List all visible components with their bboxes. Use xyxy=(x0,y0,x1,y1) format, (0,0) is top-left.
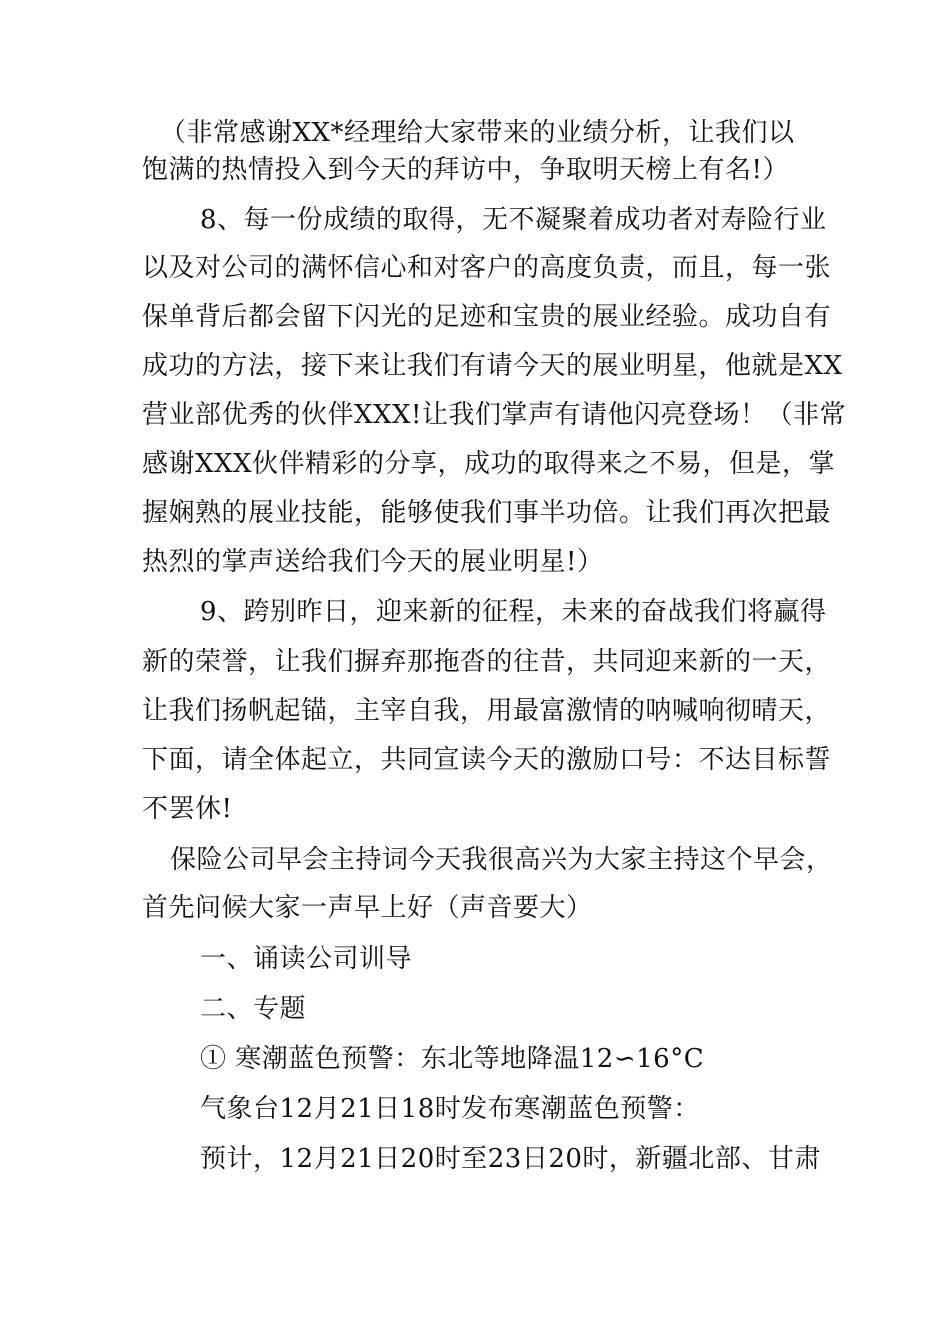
text-line: 二、专题 xyxy=(200,994,307,1024)
text-line: 营业部优秀的伙伴XXX!让我们掌声有请他闪亮登场！（非常 xyxy=(142,400,846,430)
text-line: 保险公司早会主持词今天我很高兴为大家主持这个早会， xyxy=(170,845,833,875)
text-line: 饱满的热情投入到今天的拜访中，争取明天榜上有名!） xyxy=(142,155,789,185)
text-line: 保单背后都会留下闪光的足迹和宝贵的展业经验。成功自有 xyxy=(142,302,832,332)
text-line: 成功的方法，接下来让我们有请今天的展业明星，他就是XX xyxy=(142,351,843,381)
text-line: ① 寒潮蓝色预警：东北等地降温12∽16°C xyxy=(200,1044,705,1074)
text-line: 感谢XXX伙伴精彩的分享，成功的取得来之不易，但是，掌 xyxy=(142,449,836,479)
text-line: 预计，12月21日20时至23日20时，新疆北部、甘肃 xyxy=(200,1144,821,1174)
text-line: 以及对公司的满怀信心和对客户的高度负责，而且，每一张 xyxy=(142,253,832,283)
text-line: 8、每一份成绩的取得，无不凝聚着成功者对寿险行业 xyxy=(200,205,827,235)
text-line: 热烈的掌声送给我们今天的展业明星!） xyxy=(142,547,604,577)
text-line: 握娴熟的展业技能，能够使我们事半功倍。让我们再次把最 xyxy=(142,498,832,528)
text-line: 9、跨别昨日，迎来新的征程，未来的奋战我们将赢得 xyxy=(200,597,827,627)
text-line: 让我们扬帆起锚，主宰自我，用最富激情的呐喊响彻晴天， xyxy=(142,696,832,726)
text-line: 一、诵读公司训导 xyxy=(200,944,413,974)
text-line: 气象台12月21日18时发布寒潮蓝色预警： xyxy=(200,1094,700,1124)
text-line: 新的荣誉，让我们摒弃那拖沓的往昔，共同迎来新的一天， xyxy=(142,647,832,677)
text-line: （非常感谢XX*经理给大家带来的业绩分析，让我们以 xyxy=(160,118,795,148)
text-line: 下面，请全体起立，共同宣读今天的激励口号：不达目标誓 xyxy=(142,745,832,775)
text-line: 不罢休! xyxy=(142,794,233,824)
text-line: 首先问候大家一声早上好（声音要大） xyxy=(142,893,593,923)
